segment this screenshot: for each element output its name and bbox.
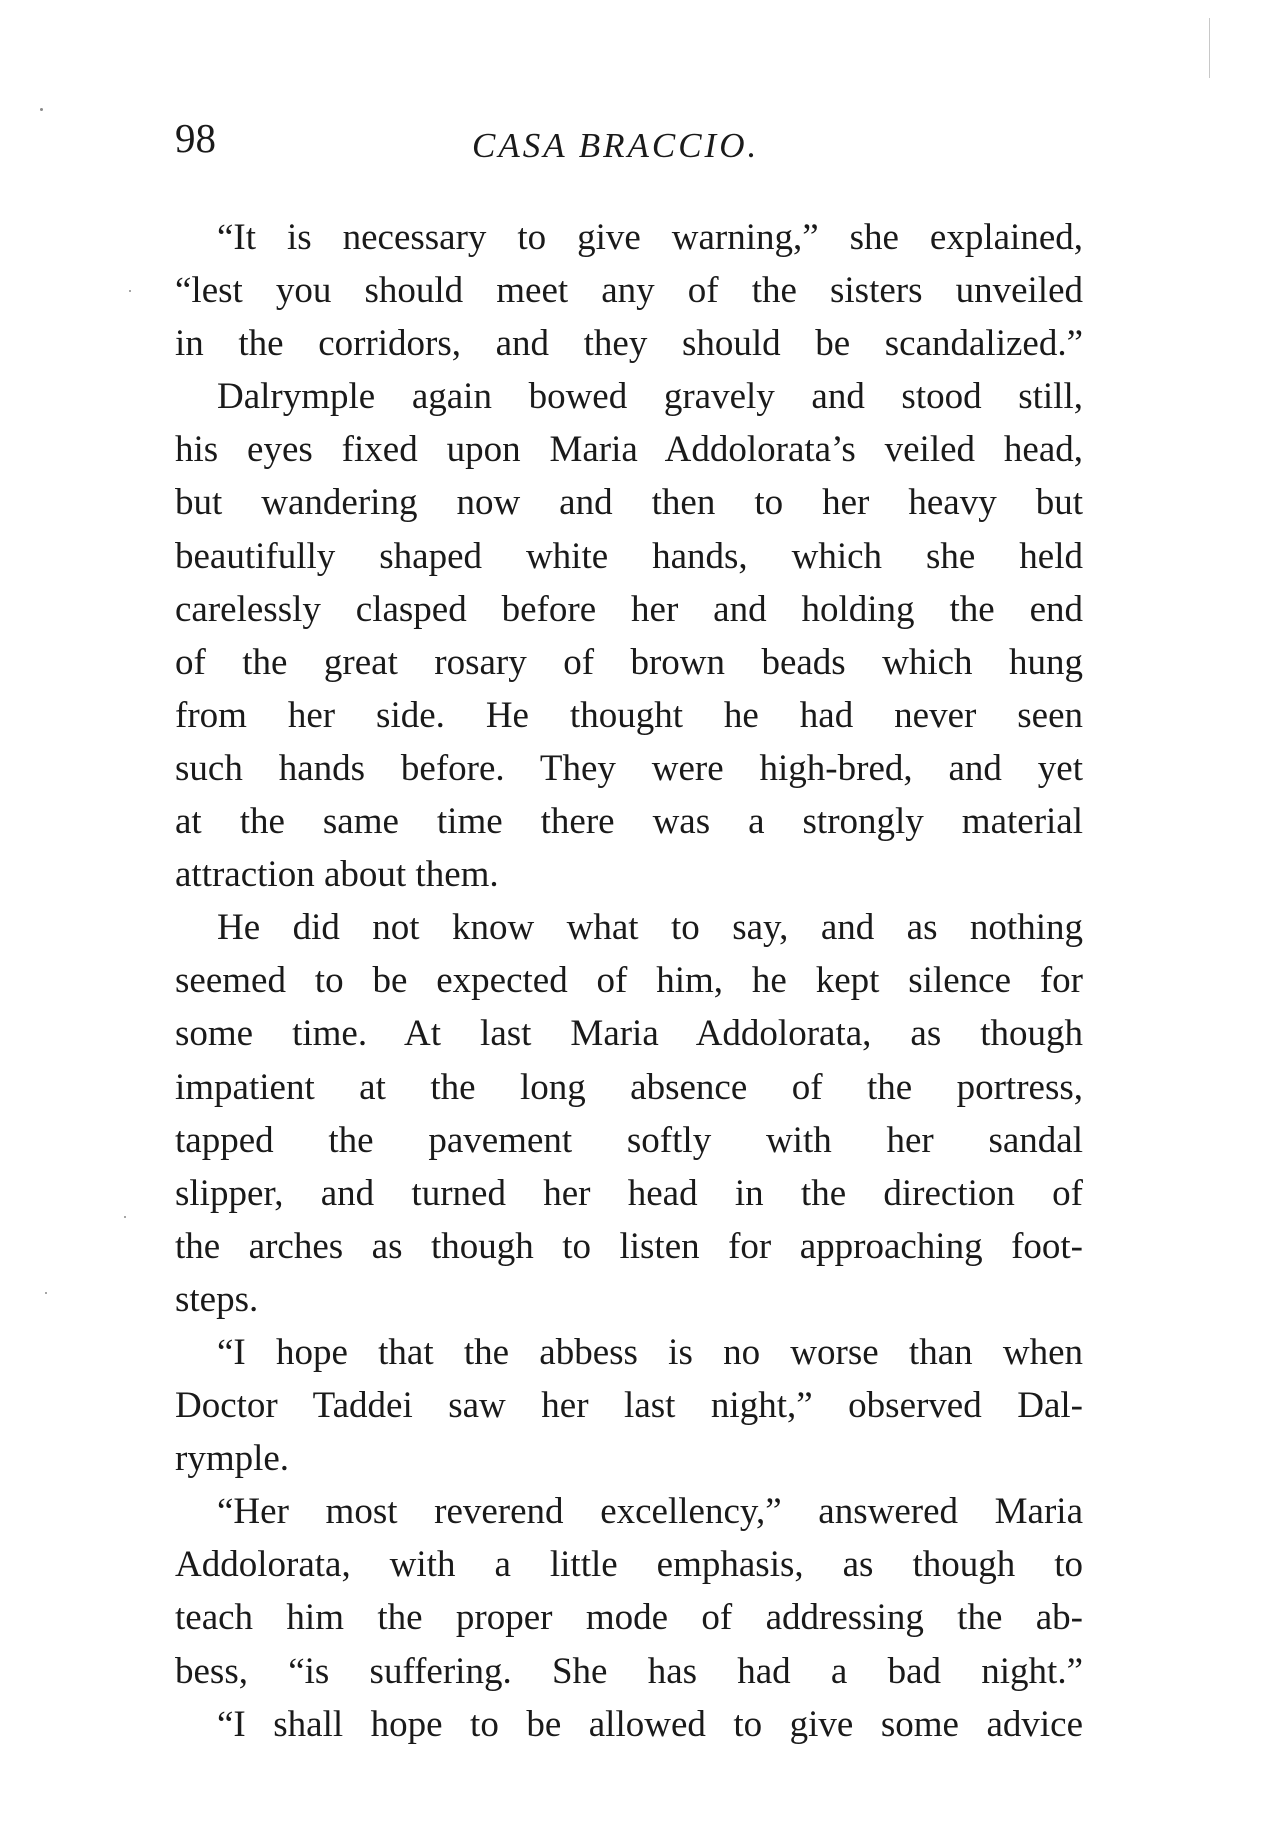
text-line: such hands before. They were high-bred, and yet [175,747,1083,789]
text-line: the arches as though to listen for approaching foot- [175,1225,1083,1267]
text-line: Dalrymple again bowed gravely and stood still, [217,376,1083,418]
text-line: steps. [175,1278,259,1320]
text-line: “I hope that the abbess is no worse than when [217,1331,1083,1373]
text-line: at the same time there was a strongly material [175,801,1083,843]
body-text [175,211,1083,1751]
text-line: “lest you should meet any of the sisters unveiled [175,270,1083,312]
text-line: impatient at the long absence of the portress, [175,1066,1083,1108]
text-line: “It is necessary to give warning,” she explained, [217,217,1083,258]
text-line: carelessly clasped before her and holding the end [175,588,1083,630]
text-line: but wandering now and then to her heavy but [175,482,1083,524]
text-line: He did not know what to say, and as nothing [217,907,1083,949]
scan-speck [45,1292,47,1294]
text-line: his eyes fixed upon Maria Addolorata’s veiled head, [175,429,1083,471]
scan-speck [40,108,43,111]
text-line: beautifully shaped white hands, which she held [175,535,1083,577]
text-line: “Her most reverend excellency,” answered Maria [217,1491,1083,1533]
text-line: rymple. [175,1438,290,1480]
scan-speck [124,1216,126,1218]
text-line: bess, “is suffering. She has had a bad night.” [175,1650,1083,1692]
text-line: attraction about them. [175,854,499,896]
text-line: Doctor Taddei saw her last night,” observed Dal- [175,1385,1083,1427]
text-line: in the corridors, and they should be scandalized.” [175,323,1083,365]
text-line: some time. At last Maria Addolorata, as though [175,1013,1083,1055]
scan-speck [1209,18,1210,78]
text-line: teach him the proper mode of addressing the ab- [175,1597,1083,1639]
running-title: CASA BRACCIO. [472,126,760,165]
page-number: 98 [175,115,216,161]
text-line: slipper, and turned her head in the direction of [175,1172,1083,1214]
text-line: tapped the pavement softly with her sandal [175,1119,1083,1161]
text-line: Addolorata, with a little emphasis, as though to [175,1544,1083,1586]
text-line: “I shall hope to be allowed to give some advice [217,1703,1083,1745]
scan-speck [129,290,131,292]
text-line: of the great rosary of brown beads which hung [175,641,1083,683]
text-line: from her side. He thought he had never seen [175,694,1083,736]
text-line: seemed to be expected of him, he kept silence for [175,960,1083,1002]
